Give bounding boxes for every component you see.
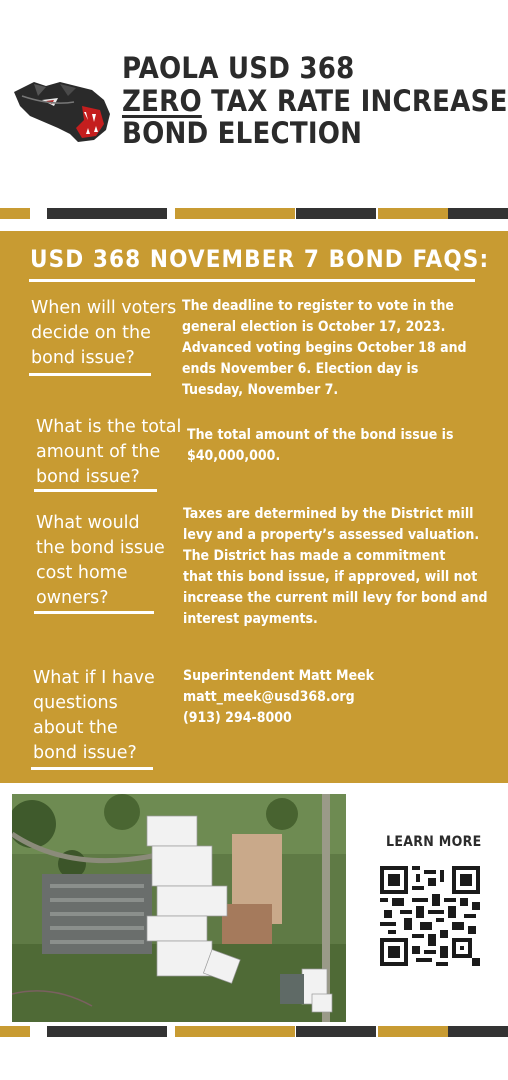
faq-question-1-rule [29,373,151,376]
faq-answer-2: The total amount of the bond issue is $40,000,000. [187,427,454,464]
title-line-1: PAOLA USD 368 [122,51,355,85]
faq-question-3-rule [34,611,154,614]
faq-question-1: When will voters decide on the bond issue? [31,298,177,368]
aerial-campus-photo [12,794,346,1022]
faq-question-3: What would the bond issue cost home owners? [36,513,165,608]
faq-answer-4: Superintendent Matt Meek matt_meek@usd368.org (913) 294-8000 [183,668,375,726]
panther-head-icon [12,76,112,144]
faq-question-4: What if I have questions about the bond issue? [33,668,155,763]
faq-heading: USD 368 NOVEMBER 7 BOND FAQS: [30,245,490,273]
page-title [122,52,508,150]
learn-more-label: LEARN MORE [386,834,482,850]
faq-question-2-rule [34,489,157,492]
faq-heading-rule [29,279,475,282]
faq-panel [0,231,508,783]
title-line-3: BOND ELECTION [122,116,363,150]
decorative-stripe-bottom [0,1026,508,1037]
title-line-2-rest: TAX RATE INCREASE [201,83,508,118]
faq-question-4-rule [31,767,153,770]
faq-answer-3: Taxes are determined by the District mill levy and a property’s assessed valuation. The District has made a commitment that this bond issue, if approved, will not increase the current mill levy for bond and interest payments. [183,506,488,627]
title-emphasis-zero: ZERO [122,83,202,118]
title-line-2 [122,85,508,118]
qr-code-icon[interactable] [380,866,480,966]
faq-question-2: What is the total amount of the bond issue? [36,417,182,487]
faq-answer-1: The deadline to register to vote in the general election is October 17, 2023. Advanced voting begins October 18 and ends November 6. Election day is Tuesday, November 7. [182,298,467,398]
decorative-stripe-top [0,208,508,219]
